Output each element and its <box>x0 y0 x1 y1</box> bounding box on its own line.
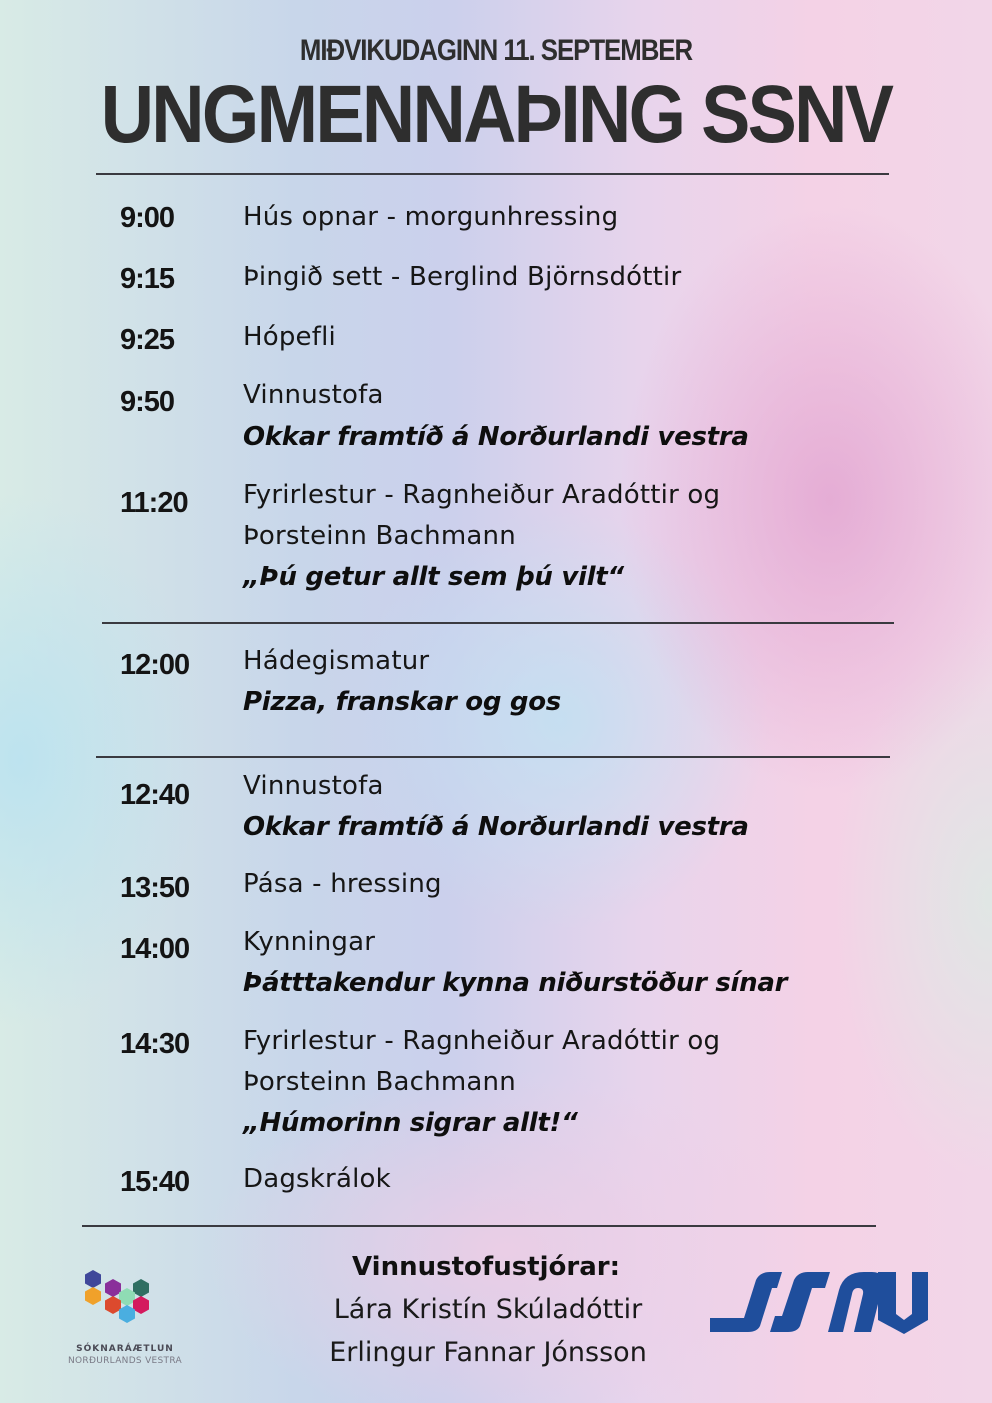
ssnv-logo <box>708 1270 928 1336</box>
schedule-highlight: Okkar framtíð á Norðurlandi vestra <box>243 422 749 452</box>
schedule-description: Hús opnar - morgunhressing <box>243 202 619 232</box>
schedule-time: 12:00 <box>120 649 190 681</box>
divider <box>96 756 890 758</box>
schedule-time: 14:00 <box>120 933 190 965</box>
schedule-description: Þorsteinn Bachmann <box>243 1067 516 1097</box>
schedule-highlight: Þátttakendur kynna niðurstöður sínar <box>243 968 788 998</box>
schedule-highlight: Okkar framtíð á Norðurlandi vestra <box>243 812 749 842</box>
schedule-time: 9:25 <box>120 324 175 356</box>
schedule-description: Fyrirlestur - Ragnheiður Aradóttir og <box>243 480 721 510</box>
schedule-time: 12:40 <box>120 779 190 811</box>
logo-text-line2: NORÐURLANDS VESTRA <box>68 1356 182 1366</box>
schedule-description: Hádegismatur <box>243 646 430 676</box>
workshop-leader-name: Lára Kristín Skúladóttir <box>333 1294 643 1325</box>
schedule-description: Vinnustofa <box>243 771 384 801</box>
schedule-description: Hópefli <box>243 322 336 352</box>
divider <box>102 622 894 624</box>
schedule-highlight: „Þú getur allt sem þú vilt“ <box>243 562 624 592</box>
schedule-highlight: „Húmorinn sigrar allt!“ <box>243 1108 578 1138</box>
logo-text-line1: SÓKNARÁÆTLUN <box>76 1344 174 1354</box>
ssnv-logo-icon <box>708 1270 928 1336</box>
schedule-time: 11:20 <box>120 487 188 519</box>
workshop-leader-name: Erlingur Fannar Jónsson <box>329 1337 647 1368</box>
schedule-description: Dagskrálok <box>243 1164 391 1194</box>
event-title: UNGMENNAÞING SSNV <box>100 69 892 160</box>
event-date: MIÐVIKUDAGINN 11. SEPTEMBER <box>299 34 693 67</box>
divider <box>96 173 889 175</box>
schedule-description: Þorsteinn Bachmann <box>243 521 516 551</box>
schedule-description: Vinnustofa <box>243 380 384 410</box>
schedule-highlight: Pizza, franskar og gos <box>243 687 561 717</box>
schedule-time: 14:30 <box>120 1028 190 1060</box>
schedule-time: 15:40 <box>120 1166 190 1198</box>
schedule-time: 13:50 <box>120 872 190 904</box>
schedule-description: Fyrirlestur - Ragnheiður Aradóttir og <box>243 1026 721 1056</box>
schedule-description: Kynningar <box>243 927 376 957</box>
schedule-time: 9:50 <box>120 386 175 418</box>
schedule-time: 9:00 <box>120 202 175 234</box>
workshop-leaders-heading: Vinnustofustjórar: <box>352 1252 620 1282</box>
schedule-description: Pása - hressing <box>243 869 442 899</box>
divider <box>82 1225 876 1227</box>
schedule-description: Þingið sett - Berglind Björnsdóttir <box>243 262 682 292</box>
schedule-time: 9:15 <box>120 263 175 295</box>
